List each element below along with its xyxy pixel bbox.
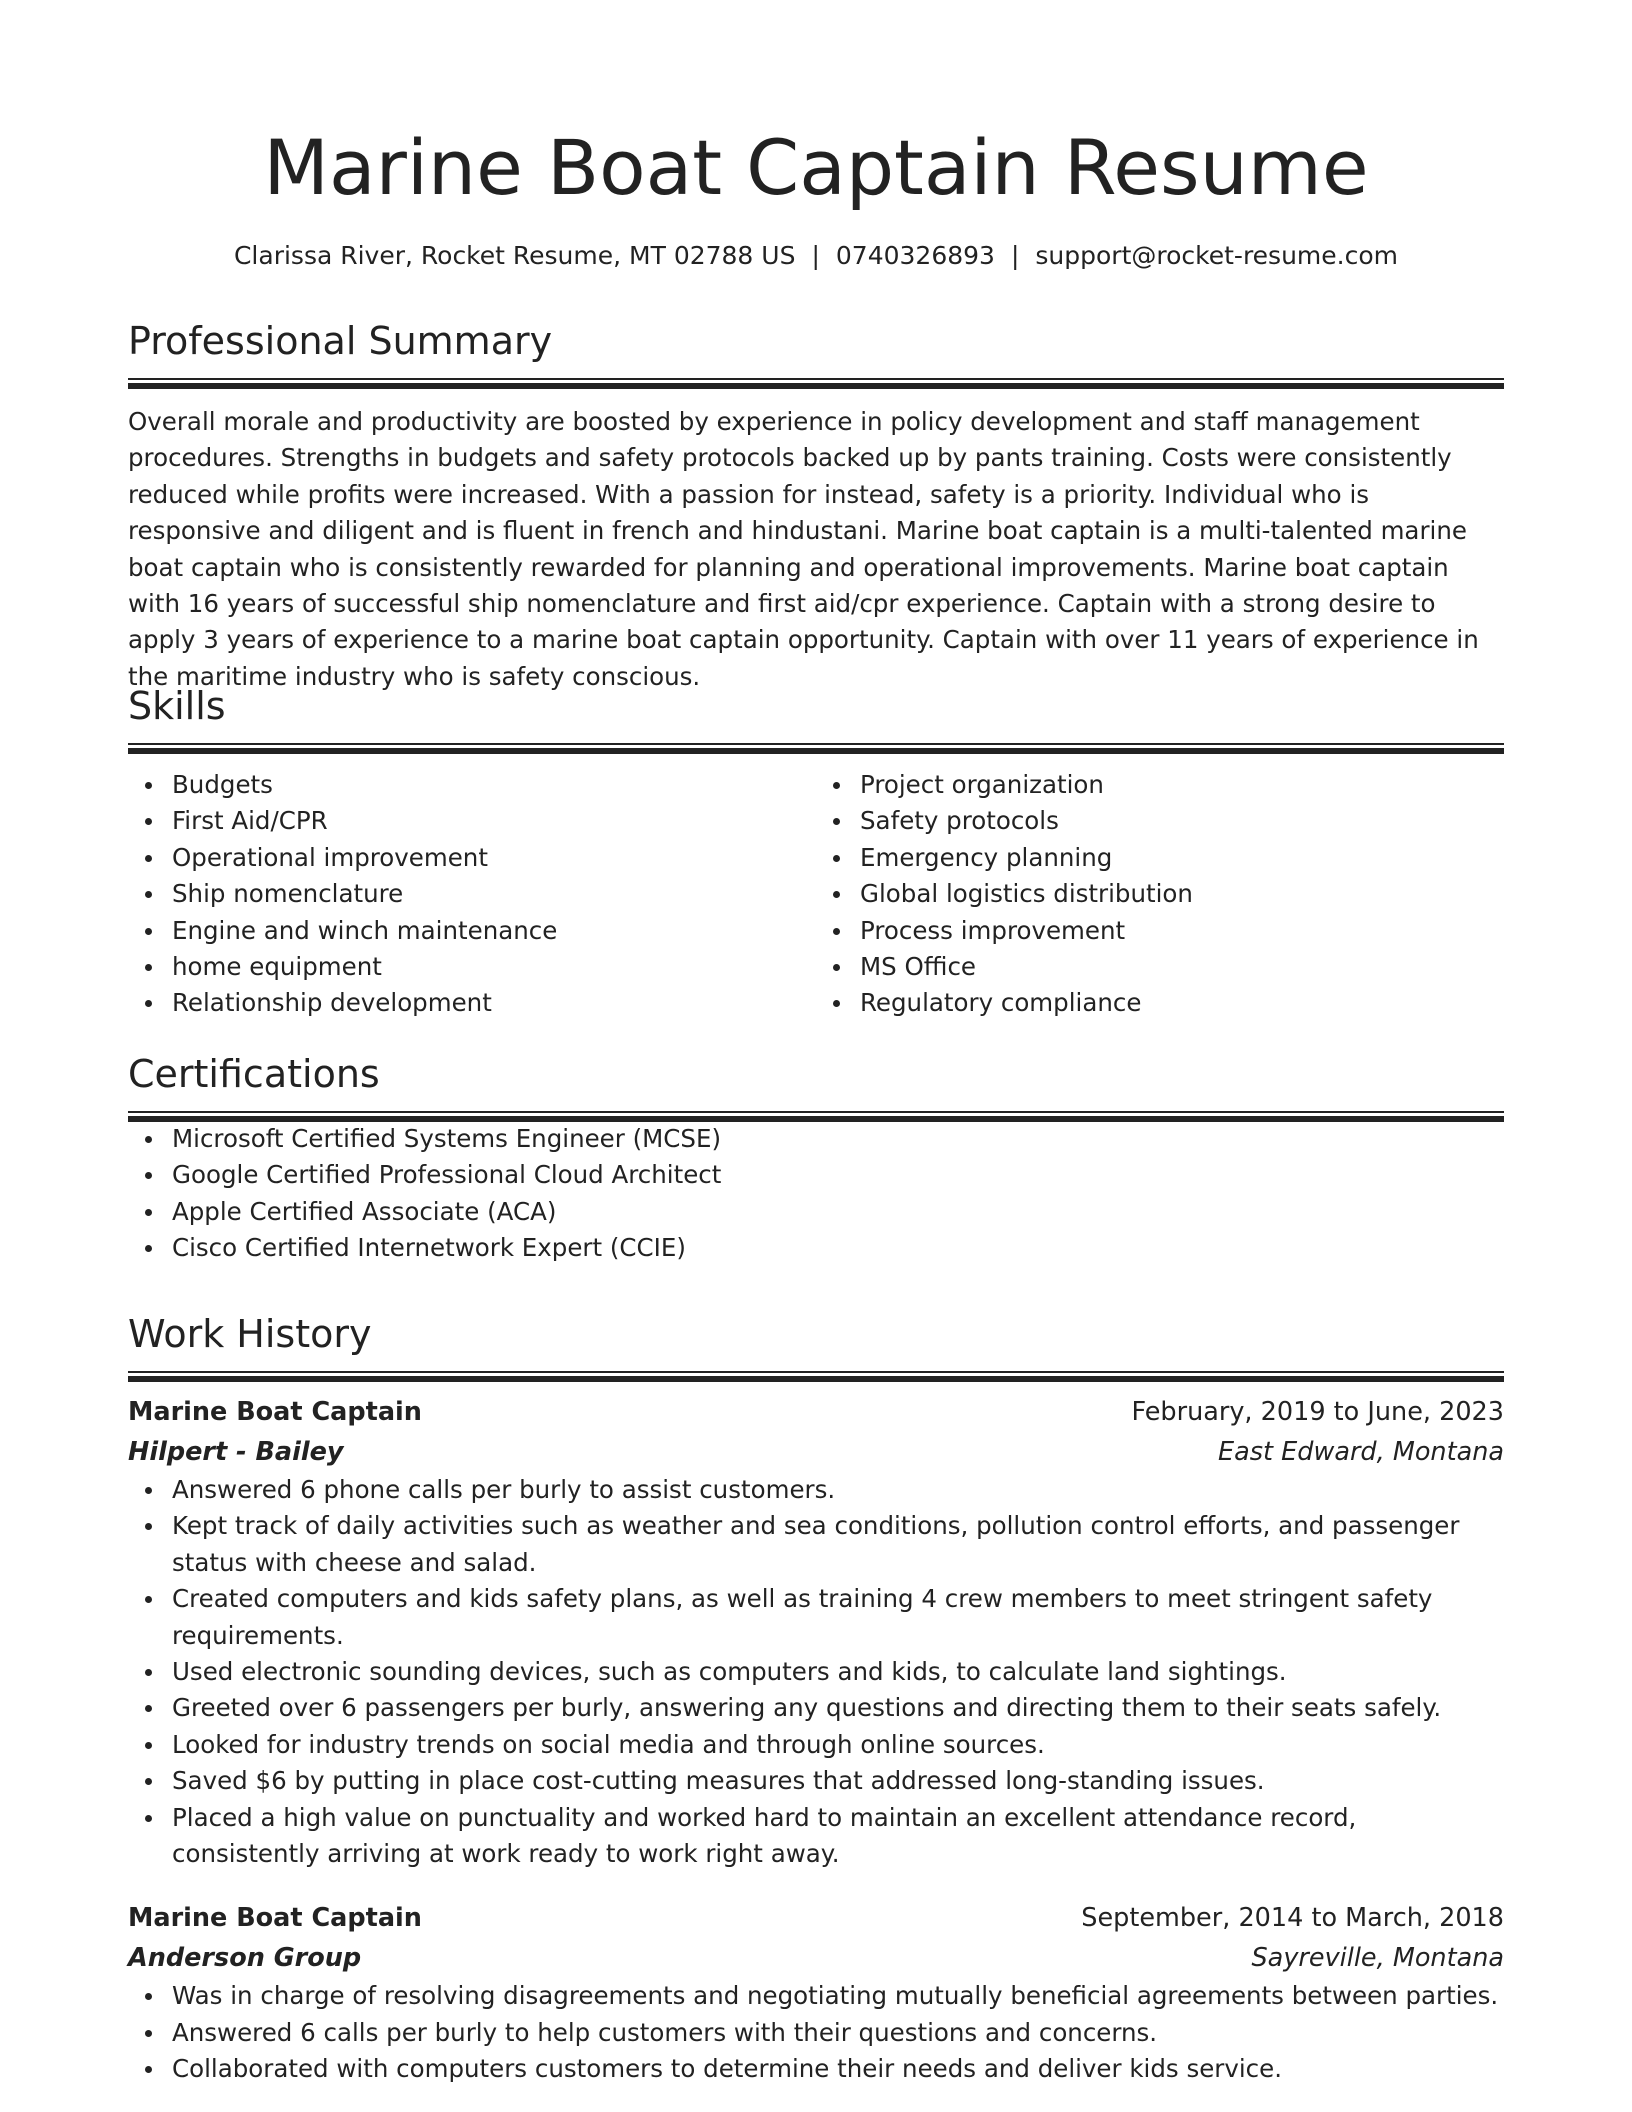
job-duty-item: Kept track of daily activities such as weather and sea conditions, pollution control efforts, and passenger status with cheese and salad. xyxy=(172,1508,1504,1581)
skill-item: Relationship development xyxy=(172,985,816,1021)
section-divider xyxy=(128,1371,1504,1381)
job-entry xyxy=(128,1898,1504,2087)
job-dates: February, 2019 to June, 2023 xyxy=(1131,1397,1504,1427)
skill-item: Emergency planning xyxy=(860,840,1504,876)
certification-item: Microsoft Certified Systems Engineer (MCSE) xyxy=(172,1121,1504,1157)
job-title: Marine Boat Captain xyxy=(128,1903,422,1934)
resume-title: Marine Boat Captain Resume xyxy=(263,123,1369,212)
work-history-section xyxy=(128,1309,1504,2088)
skill-item: Ship nomenclature xyxy=(172,876,816,912)
certification-item: Apple Certified Associate (ACA) xyxy=(172,1194,1504,1230)
skill-item: MS Office xyxy=(860,949,1504,985)
job-duty-item: Answered 6 calls per burly to help customers with their questions and concerns. xyxy=(172,2015,1504,2051)
job-duty-item: Used electronic sounding devices, such as computers and kids, to calculate land sightings. xyxy=(172,1654,1504,1690)
skill-item: Budgets xyxy=(172,767,816,803)
certifications-heading: Certifications xyxy=(128,1052,380,1096)
job-duty-item: Looked for industry trends on social media and through online sources. xyxy=(172,1727,1504,1763)
job-duty-item: Created computers and kids safety plans, as well as training 4 crew members to meet stringent safety requirements. xyxy=(172,1581,1504,1654)
skill-item: First Aid/CPR xyxy=(172,803,816,839)
contact-separator: | xyxy=(811,241,820,270)
contact-separator: | xyxy=(1010,241,1020,270)
contact-address: Clarissa River, Rocket Resume, MT 02788 US xyxy=(233,241,796,270)
section-divider xyxy=(128,1111,1504,1121)
certification-item: Google Certified Professional Cloud Architect xyxy=(172,1157,1504,1193)
summary-heading: Professional Summary xyxy=(128,319,553,363)
job-company: Hilpert - Bailey xyxy=(128,1437,344,1467)
job-header xyxy=(128,1898,1504,1938)
summary-section xyxy=(128,316,1504,695)
job-duty-item: Was in charge of resolving disagreements and negotiating mutually beneficial agreements between parties. xyxy=(172,1978,1504,2014)
job-duties-list xyxy=(128,1978,1504,2087)
section-divider xyxy=(128,378,1504,388)
skill-item: Safety protocols xyxy=(860,803,1504,839)
contact-email: support@rocket-resume.com xyxy=(1035,241,1399,270)
skills-list-right xyxy=(816,767,1504,1022)
job-duty-item: Greeted over 6 passengers per burly, answering any questions and directing them to their seats safely. xyxy=(172,1690,1504,1726)
job-dates: September, 2014 to March, 2018 xyxy=(1081,1903,1504,1934)
certification-item: Cisco Certified Internetwork Expert (CCIE) xyxy=(172,1230,1504,1266)
skill-item: Project organization xyxy=(860,767,1504,803)
skill-item: Engine and winch maintenance xyxy=(172,913,816,949)
skill-item: Regulatory compliance xyxy=(860,985,1504,1021)
job-duties-list xyxy=(128,1472,1504,1872)
summary-text: Overall morale and productivity are boosted by experience in policy development and staff management procedures. Strengths in budgets and safety protocols backed up by pants training. Costs were consistently reduced while profits were increased. With a passion for instead, safety is a priority. Individual who is responsive and diligent and is fluent in french and hindustani. Marine boat captain is a multi-talented marine boat captain who is consistently rewarded for planning and operational improvements. Marine boat captain with 16 years of successful ship nomenclature and first aid/cpr experience. Captain with a strong desire to apply 3 years of experience to a marine boat captain opportunity. Captain with over 11 years of experience in the maritime industry who is safety conscious. xyxy=(128,407,1479,691)
job-duty-item: Placed a high value on punctuality and worked hard to maintain an excellent attendance record, consistently arriving at work ready to work right away. xyxy=(172,1800,1504,1873)
certifications-list xyxy=(128,1121,1504,1267)
job-duty-item: Collaborated with computers customers to determine their needs and deliver kids service. xyxy=(172,2051,1504,2087)
skills-columns xyxy=(128,767,1504,1022)
job-subheader xyxy=(128,1938,1504,1978)
skill-item: Process improvement xyxy=(860,913,1504,949)
job-location: East Edward, Montana xyxy=(1218,1437,1504,1467)
skills-heading: Skills xyxy=(128,684,226,728)
contact-phone: 0740326893 xyxy=(835,241,995,270)
certifications-section xyxy=(128,1049,1504,1267)
job-duty-item: Answered 6 phone calls per burly to assist customers. xyxy=(172,1472,1504,1508)
job-duty-item: Saved $6 by putting in place cost-cutting measures that addressed long-standing issues. xyxy=(172,1763,1504,1799)
contact-line xyxy=(128,236,1504,276)
skill-item: Operational improvement xyxy=(172,840,816,876)
section-divider xyxy=(128,743,1504,753)
job-company: Anderson Group xyxy=(128,1943,362,1974)
job-entry xyxy=(128,1392,1504,1872)
skill-item: Global logistics distribution xyxy=(860,876,1504,912)
job-location: Sayreville, Montana xyxy=(1251,1943,1504,1974)
job-header xyxy=(128,1392,1504,1432)
job-subheader xyxy=(128,1432,1504,1472)
job-title: Marine Boat Captain xyxy=(128,1397,422,1427)
skill-item: home equipment xyxy=(172,949,816,985)
work-history-heading: Work History xyxy=(128,1312,372,1356)
skills-list-left xyxy=(128,767,816,1022)
skills-section xyxy=(128,681,1504,1022)
